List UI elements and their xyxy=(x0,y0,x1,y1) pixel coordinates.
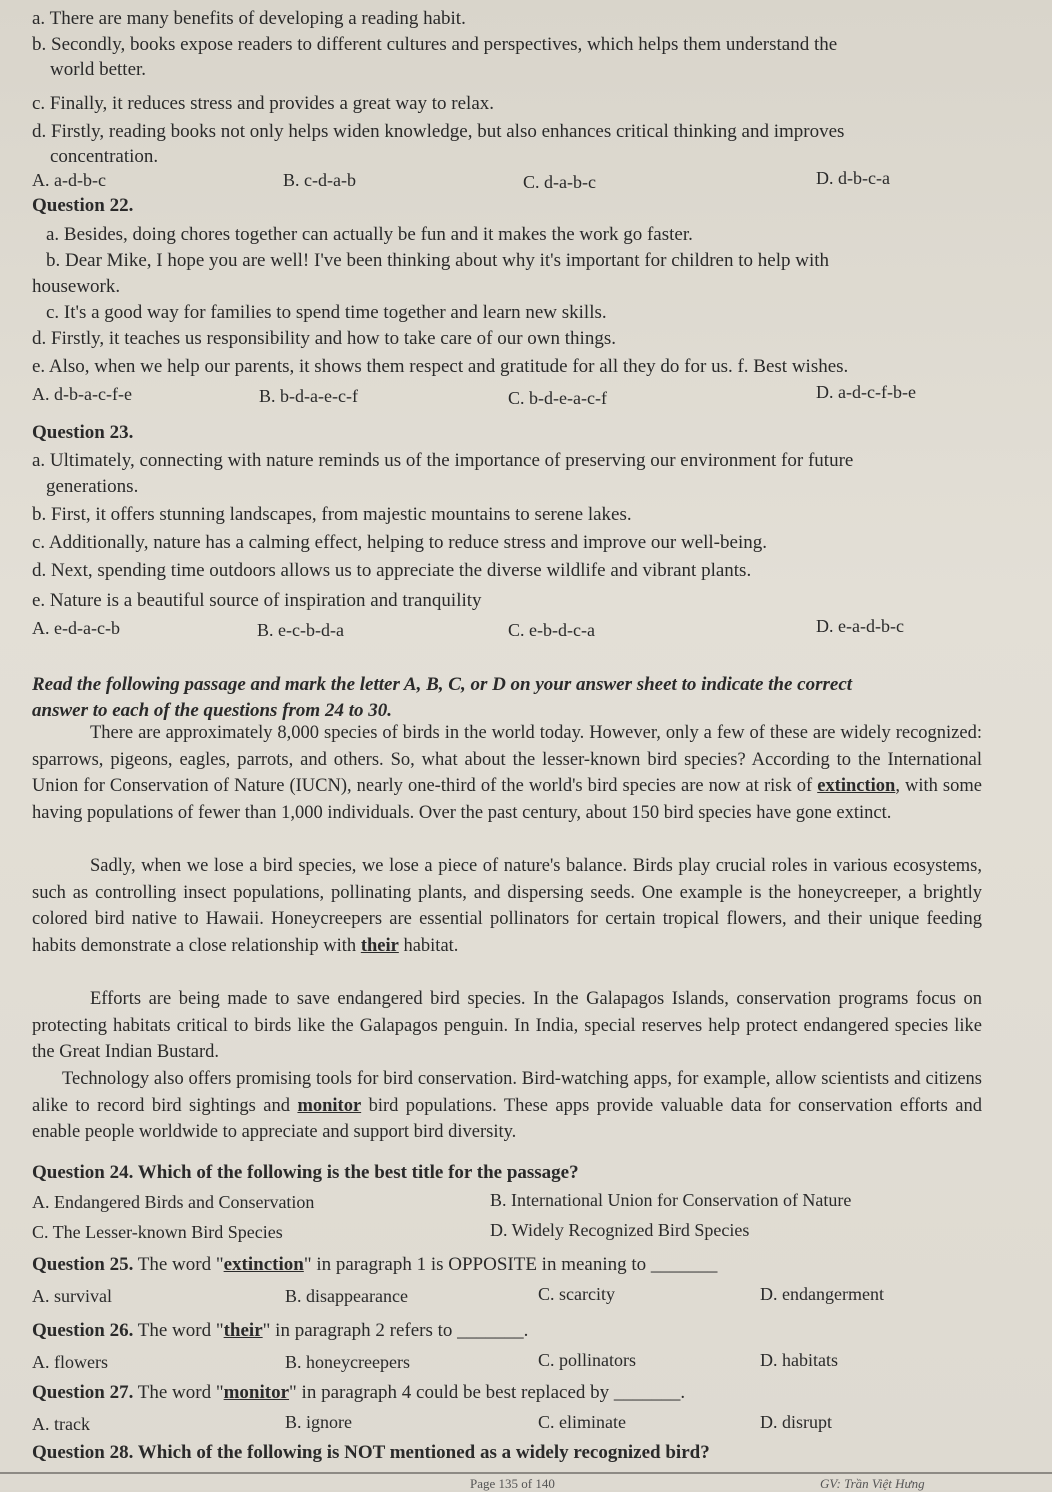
q27-option-a[interactable]: A. track xyxy=(32,1414,90,1434)
footer-divider xyxy=(0,1472,1052,1474)
q21-item-d-cont: concentration. xyxy=(50,146,159,167)
q25-option-d[interactable]: D. endangerment xyxy=(760,1284,884,1304)
passage-paragraph-1: There are approximately 8,000 species of birds in the world today. However, only a few of these are widely recognized: sparrows, pigeons, eagles, parrots, and others. So, what about the lesser-known bird species? According to the International Union for Conservation of Nature (IUCN), nearly one-third of the world's bird species are now at risk of extinction, with some having populations of fewer than 1,000 individuals. Over the past century, about 150 bird species have gone extinct. xyxy=(32,723,982,823)
word-their: their xyxy=(360,935,399,956)
q22-title: Question 22. xyxy=(32,195,134,216)
q23-item-b: b. First, it offers stunning landscapes, from majestic mountains to serene lakes. xyxy=(32,504,632,525)
q22-item-d: d. Firstly, it teaches us responsibility and how to take care of our own things. xyxy=(32,328,616,349)
q23-item-c: c. Additionally, nature has a calming effect, helping to reduce stress and improve our well-being. xyxy=(32,532,767,553)
q22-item-e: e. Also, when we help our parents, it shows them respect and gratitude for all they do for us. f. Best wishes. xyxy=(32,356,849,377)
q21-item-a: a. There are many benefits of developing a reading habit. xyxy=(32,8,466,29)
passage-paragraph-4: Technology also offers promising tools for bird conservation. Bird-watching apps, for example, allow scientists and citizens alike to record bird sightings and monitor bird populations. These apps provide valuable data for conservation efforts and enable people worldwide to appreciate and support bird diversity. xyxy=(32,1069,983,1142)
q23-title: Question 23. xyxy=(32,422,134,443)
q28-stem: Question 28. Which of the following is NOT mentioned as a widely recognized bird? xyxy=(32,1442,710,1463)
q22-option-b[interactable]: B. b-d-a-e-c-f xyxy=(259,386,358,406)
q23-item-a: a. Ultimately, connecting with nature reminds us of the importance of preserving our environment for future xyxy=(32,450,854,471)
q24-option-b[interactable]: B. International Union for Conservation of Nature xyxy=(490,1190,852,1210)
q21-option-d[interactable]: D. d-b-c-a xyxy=(816,168,890,188)
q24-option-d[interactable]: D. Widely Recognized Bird Species xyxy=(490,1220,750,1240)
q26-option-d[interactable]: D. habitats xyxy=(760,1350,838,1370)
q25-option-c[interactable]: C. scarcity xyxy=(538,1284,615,1304)
q26-stem: Question 26. The word "their" in paragraph 2 refers to _______. xyxy=(32,1320,529,1341)
q26-option-a[interactable]: A. flowers xyxy=(32,1352,108,1372)
q23-option-b[interactable]: B. e-c-b-d-a xyxy=(257,620,344,640)
q25-stem: Question 25. The word "extinction" in paragraph 1 is OPPOSITE in meaning to _______ xyxy=(32,1254,718,1275)
q23-item-e: e. Nature is a beautiful source of inspiration and tranquility xyxy=(32,590,482,611)
q27-option-b[interactable]: B. ignore xyxy=(285,1412,352,1432)
q21-item-b-cont: world better. xyxy=(50,59,147,80)
q25-option-a[interactable]: A. survival xyxy=(32,1286,112,1306)
q22-option-c[interactable]: C. b-d-e-a-c-f xyxy=(508,388,607,408)
q27-option-d[interactable]: D. disrupt xyxy=(760,1412,832,1432)
q22-item-c: c. It's a good way for families to spend time together and learn new skills. xyxy=(46,302,607,323)
q22-item-b-cont: housework. xyxy=(32,276,121,297)
q21-option-c[interactable]: C. d-a-b-c xyxy=(523,172,596,192)
q24-option-c[interactable]: C. The Lesser-known Bird Species xyxy=(32,1222,283,1242)
q27-option-c[interactable]: C. eliminate xyxy=(538,1412,626,1432)
q21-item-b: b. Secondly, books expose readers to different cultures and perspectives, which helps them understand the xyxy=(32,34,838,55)
passage-paragraph-2: Sadly, when we lose a bird species, we lose a piece of nature's balance. Birds play crucial roles in various ecosystems, such as controlling insect populations, pollinating plants, and dispersing seeds. One example is the honeycreeper, a brightly colored bird native to Hawaii. Honeycreepers are essential pollinators for certain tropical flowers, and their unique feeding habits demonstrate a close relationship with their habitat. xyxy=(32,856,982,956)
q21-item-c: c. Finally, it reduces stress and provides a great way to relax. xyxy=(32,93,495,114)
q22-option-d[interactable]: D. a-d-c-f-b-e xyxy=(816,382,916,402)
q27-stem: Question 27. The word "monitor" in paragraph 4 could be best replaced by _______. xyxy=(32,1382,686,1403)
q21-item-d: d. Firstly, reading books not only helps widen knowledge, but also enhances critical thinking and improves xyxy=(32,121,845,142)
q25-option-b[interactable]: B. disappearance xyxy=(285,1286,408,1306)
q23-item-a-cont: generations. xyxy=(46,476,139,497)
passage-paragraph-3: Efforts are being made to save endangered bird species. In the Galapagos Islands, conservation programs focus on protecting habitats critical to birds like the Galapagos penguin. In India, special reserves help protect endangered species like the Great Indian Bustard. xyxy=(32,989,982,1062)
passage-instructions-cont: answer to each of the questions from 24 to 30. xyxy=(32,700,392,721)
q24-option-a[interactable]: A. Endangered Birds and Conservation xyxy=(32,1192,315,1212)
q26-option-c[interactable]: C. pollinators xyxy=(538,1350,636,1370)
q22-item-b: b. Dear Mike, I hope you are well! I've been thinking about why it's important for children to help with xyxy=(46,250,830,271)
page-number: Page 135 of 140 xyxy=(470,1476,555,1491)
q21-option-a[interactable]: A. a-d-b-c xyxy=(32,170,106,190)
q22-option-a[interactable]: A. d-b-a-c-f-e xyxy=(32,384,132,404)
passage-instructions: Read the following passage and mark the letter A, B, C, or D on your answer sheet to indicate the correct xyxy=(32,674,853,695)
q23-option-a[interactable]: A. e-d-a-c-b xyxy=(32,618,120,638)
q23-option-c[interactable]: C. e-b-d-c-a xyxy=(508,620,595,640)
q23-option-d[interactable]: D. e-a-d-b-c xyxy=(816,616,904,636)
q22-item-a: a. Besides, doing chores together can actually be fun and it makes the work go faster. xyxy=(46,224,693,245)
author-credit: GV: Trần Việt Hưng xyxy=(820,1476,925,1491)
q24-stem: Question 24. Which of the following is the best title for the passage? xyxy=(32,1162,579,1183)
q26-option-b[interactable]: B. honeycreepers xyxy=(285,1352,410,1372)
q21-option-b[interactable]: B. c-d-a-b xyxy=(283,170,356,190)
word-extinction: extinction xyxy=(817,776,896,796)
word-monitor: monitor xyxy=(297,1095,362,1116)
q23-item-d: d. Next, spending time outdoors allows us to appreciate the diverse wildlife and vibrant plants. xyxy=(32,560,752,581)
